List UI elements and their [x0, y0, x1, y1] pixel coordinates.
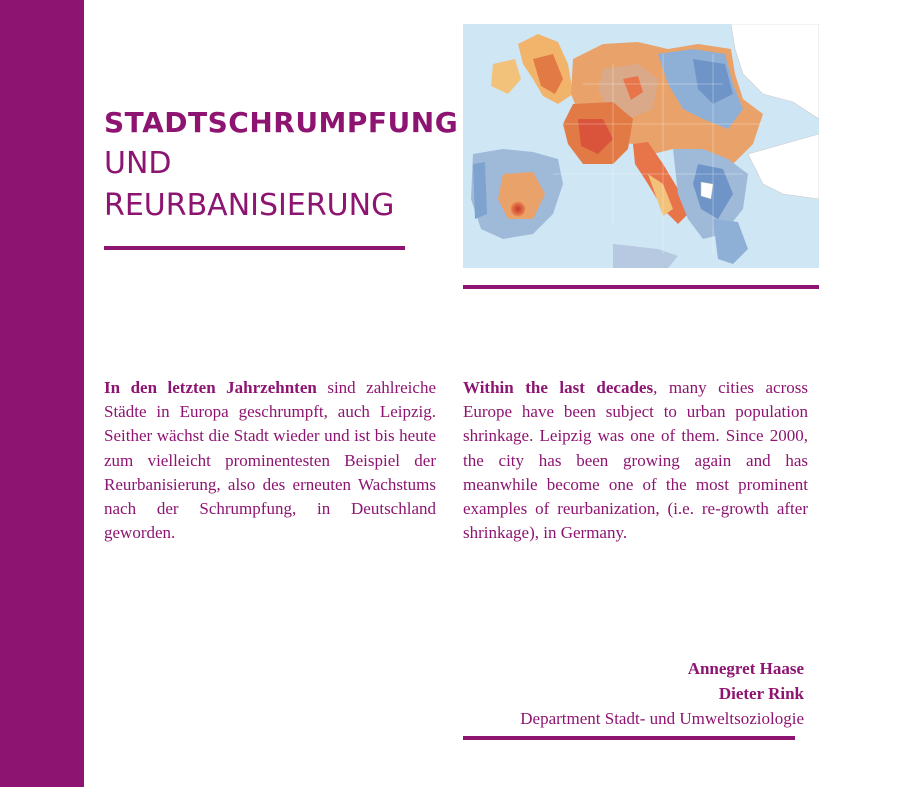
title-block — [104, 103, 459, 227]
europe-population-map — [463, 24, 819, 268]
title-line-1: STADTSCHRUMPFUNG — [104, 106, 459, 139]
title-line-3: REURBANISIERUNG — [104, 188, 395, 223]
english-paragraph — [463, 376, 808, 545]
title-rule — [104, 246, 405, 250]
authors-block — [520, 656, 804, 731]
english-lead: Within the last decades — [463, 378, 654, 397]
english-body: , many cities across Europe have been subject to urban population shrinkage. Leipzig was one of them. Since 2000, the city has been growing again and has meanwhile become one of the most prominent examples of reurbanization, (i.e. re-growth after shrinkage), in Germany. — [463, 378, 808, 543]
author-2: Dieter Rink — [718, 684, 804, 703]
author-1: Annegret Haase — [687, 659, 804, 678]
german-paragraph — [104, 376, 436, 545]
german-lead: In den letzten Jahrzehnten — [104, 378, 317, 397]
left-accent-bar — [0, 0, 84, 787]
title-line-2: UND — [104, 146, 172, 181]
german-body: sind zahlreiche Städte in Europa geschrumpft, auch Leipzig. Seither wächst die Stadt wieder und ist bis heute zum vielleicht prominentesten Beispiel der Reurbanisierung, also des erneuten Wachstums nach der Schrumpfung, in Deutschland geworden. — [104, 378, 436, 543]
map-rule — [463, 285, 819, 289]
authors-rule — [463, 736, 795, 740]
department: Department Stadt- und Umweltsoziologie — [520, 709, 804, 728]
